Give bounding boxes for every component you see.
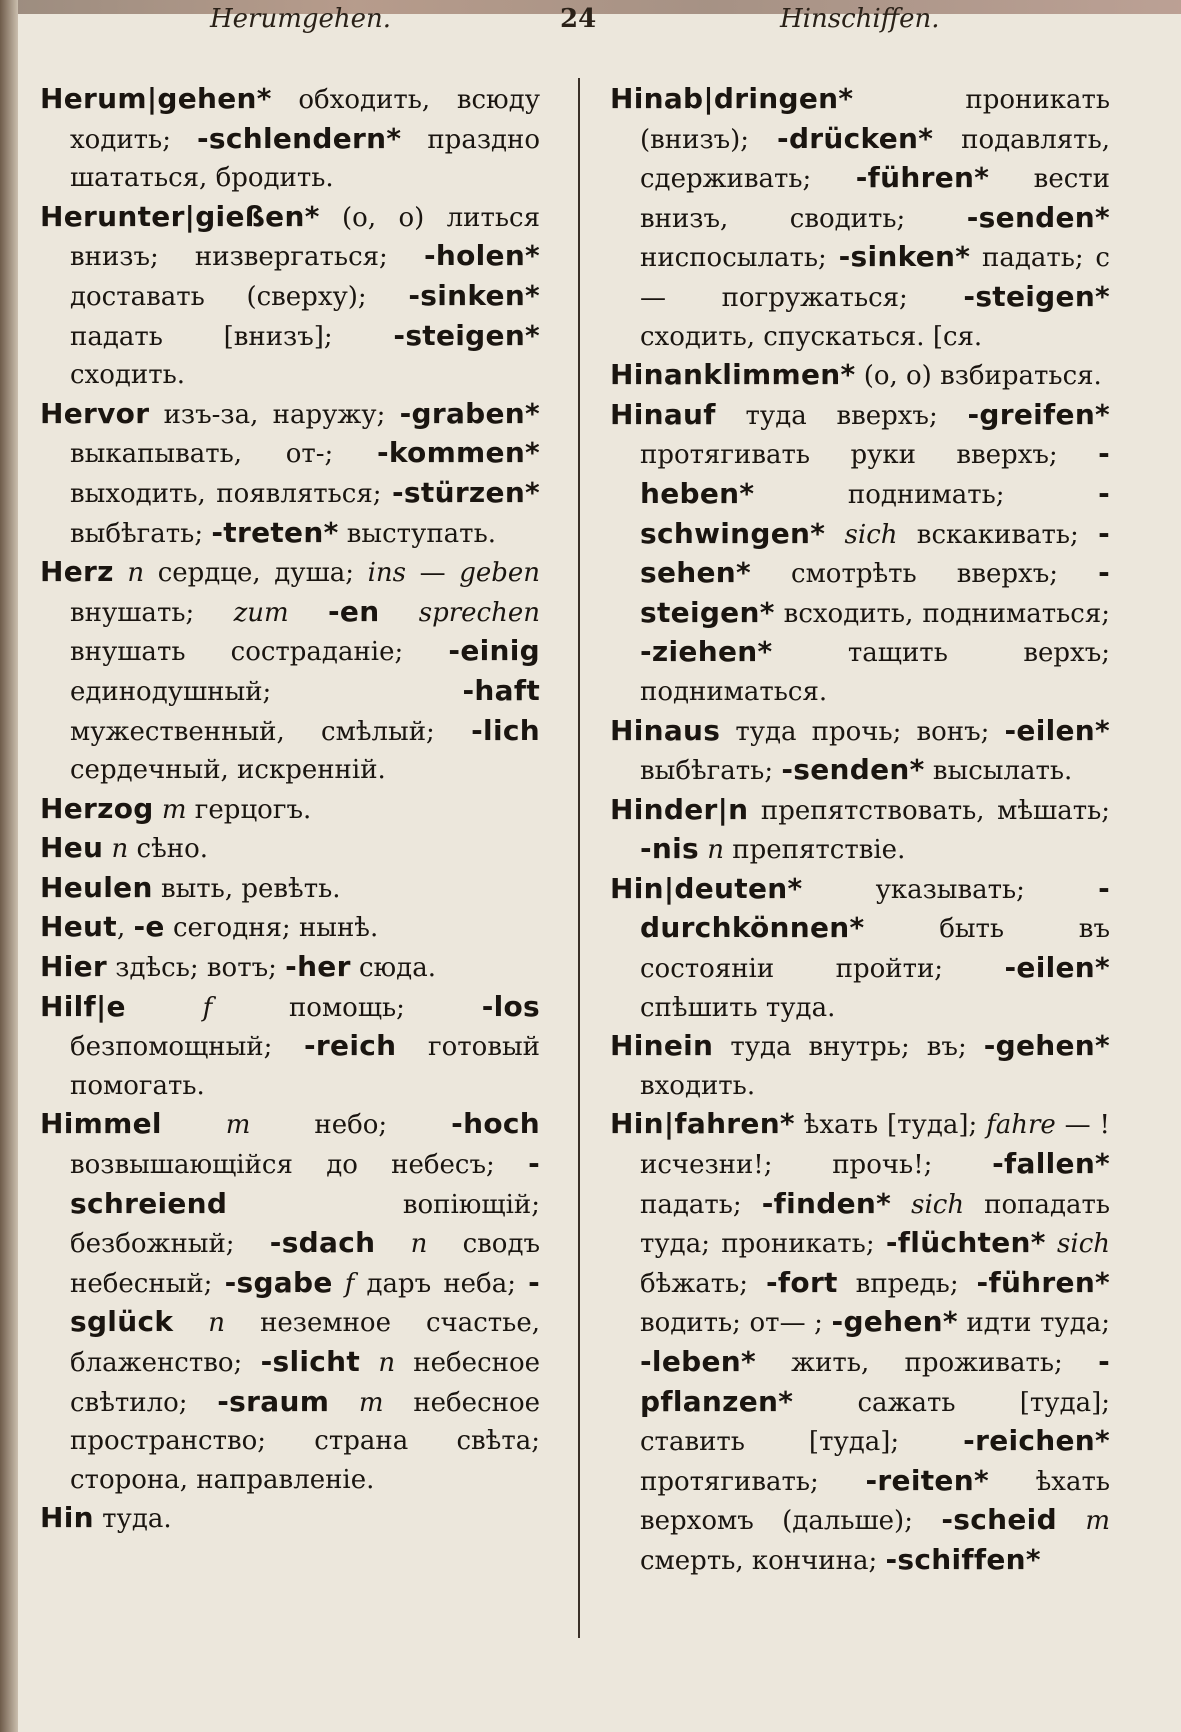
entry-heut: Heut, -e сегодня; нынѣ. [40, 910, 379, 944]
entry-hindeuten: Hin|deuten* указывать; -durchkönnen* быть въ состояніи пройти; -eilen* спѣшить туда. [610, 871, 1110, 1023]
entry-hinauf: Hinauf туда вверхъ; -greifen* протягивать руки вверхъ; -heben* поднимать; -schwingen* sich вскакивать; -sehen* смотрѣть вверхъ; -steigen* всходить, подниматься; -ziehen* тащить верхъ; подниматься. [610, 397, 1111, 707]
entry-hinfahren: Hin|fahren* ѣхать [туда]; fahre — ! исчезни!; прочь!; -fallen* падать; -finden* sich попадать туда; проникать; -flüchten* sich бѣжать; -fort впредь; -führen* водить; от— ; -gehen* идти туда; -leben* жить, проживать; -pflanzen* сажать [туда]; ставить [туда]; -reichen* протягивать; -reiten* ѣхать верхомъ (дальше); -scheid m смерть, кончина; -schiffen* [610, 1107, 1110, 1576]
page-binding-edge [0, 0, 18, 1732]
entry-heulen: Heulen выть, ревѣть. [40, 870, 341, 904]
entry-himmel: Himmel m небо; -hoch возвышающійся до небесъ; -schreiend вопіющій; безбожный; -sdach n сводъ небесный; -sgabe f даръ неба; -sglück n неземное счастье, блаженство; -slicht n небесное свѣтило; -sraum m небесное пространство; страна свѣта; сторона, направленіе. [40, 1107, 541, 1495]
page-header [0, 0, 1181, 40]
entry-hervor: Hervor изъ-за, наружу; -graben* выкапывать, от-; -kommen* выходить, появляться; -stürzen* выбѣгать; -treten* выступать. [40, 396, 540, 549]
running-head-right: Hinschiffen. [780, 4, 940, 34]
entry-herz: Herz n сердце, душа; ins — geben внушать; zum -en sprechen внушать состраданіе; -einig единодушный; -haft мужественный, смѣлый; -lich сердечный, искренній. [40, 555, 541, 786]
entry-heruntergiessen: Herunter|gießen* (о, о) литься внизъ; низвергаться; -holen* доставать (сверху); -sinken* падать [внизъ]; -steigen* сходить. [40, 199, 540, 391]
entry-hin: Hin туда. [40, 1501, 172, 1535]
entry-hinein: Hinein туда внутрь; въ; -gehen* входить. [610, 1029, 1110, 1101]
entry-herzog: Herzog m герцогъ. [40, 791, 312, 825]
column-divider [578, 78, 580, 1638]
entry-hier: Hier здѣсь; вотъ; -her сюда. [40, 950, 436, 984]
page-number: 24 [560, 4, 597, 34]
entry-hindern: Hinder|n препятствовать, мѣшать; -nis n препятствіе. [610, 792, 1110, 866]
left-column [40, 80, 540, 1539]
entry-hinanklimmen: Hinanklimmen* (о, о) взбираться. [610, 358, 1102, 392]
entry-hinabdringen: Hinab|dringen* проникать (внизъ); -drücken* подавлять, сдерживать; -führen* вести внизъ, сводить; -senden* ниспосылать; -sinken* падать; с— погружаться; -steigen* сходить, спускаться. [ся. [610, 82, 1110, 352]
entry-hinaus: Hinaus туда прочь; вонъ; -eilen* выбѣгать; -senden* высылать. [610, 713, 1110, 787]
right-column [610, 80, 1110, 1581]
entry-herumgehen: Herum|gehen* обходить, всюду ходить; -schlendern* праздно шататься, бродить. [40, 82, 540, 194]
running-head-left: Herumgehen. [210, 4, 392, 34]
entry-heu: Heu n сѣно. [40, 831, 209, 865]
entry-hilfe: Hilf|e f помощь; -los безпомощный; -reich готовый помогать. [40, 989, 541, 1101]
